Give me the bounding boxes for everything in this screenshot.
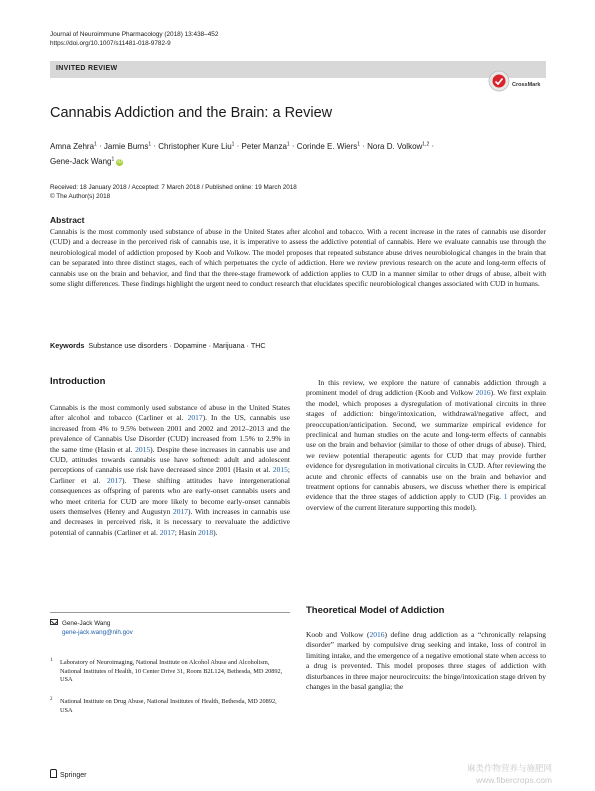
affiliation [50, 698, 290, 715]
article-type-bar [50, 61, 546, 78]
journal-header [50, 30, 218, 48]
author-list: Amna Zehra$^1$ · Jamie Burns$^1$ · Christopher Kure Liu$^1$ · Peter Manza$^1$ · Corinde E. Wiers$^1$ · Nora D. Volkow$^{1,2}$ · Gene-Jack Wang$^1$ iD [50, 141, 435, 166]
keywords-list: Substance use disorders · Dopamine · Marijuana · THC [88, 341, 266, 350]
figure-link[interactable]: 1 [503, 492, 508, 502]
citation-link[interactable]: 2017 [106, 475, 122, 485]
crossmark-label: CrossMark [512, 82, 541, 88]
citation-link[interactable]: 2018 [198, 527, 214, 537]
article-title: Cannabis Addiction and the Brain: a Review [50, 105, 333, 121]
affiliation [50, 659, 290, 685]
introduction-paragraph: Cannabis is the most commonly used substance of abuse in the United States after alcohol and tobacco (Carliner et al. 2017). In the US, cannabis use increased from 4% to 9.5% between 2001 and 2002 and 2012–2013 and the prevalence of Cannabis Use Disorder (CUD) increased from 1.5% to 2.9% in the same time (Hasin et al. 2015). Despite these increases in cannabis use and CUD, attitudes towards cannabis use have softened: adult and adolescent perceptions of cannabis use risk have decreased since 2001 (Hasin et al. 2015; Carliner et al. 2017). These shifting attitudes have intergenerational consequences as offspring of parents who are early-onset cannabis users and who meet criteria for CUD are more likely to become early-onset cannabis users themselves (Henry and Augustyn 2017). With increases in cannabis use and decreases in perceived risk, it is necessary to reevaluate the addictive potential of cannabis (Carliner et al. 2017; Hasin 2018). [50, 403, 290, 537]
envelope-icon [50, 619, 58, 625]
crossmark-icon [488, 70, 510, 92]
author-affiliation-marker: 1 [357, 141, 361, 147]
author-affiliation-marker: 1 [111, 156, 115, 163]
citation-link[interactable]: 2017 [187, 413, 203, 423]
author[interactable]: Amna Zehra$^1$ [50, 141, 97, 151]
watermark-url: www.fibercrops.com [475, 775, 553, 785]
correspondence-name: Gene-Jack Wang [62, 620, 111, 627]
citation-link[interactable]: 2016 [475, 388, 491, 398]
journal-doi[interactable]: https://doi.org/10.1007/s11481-018-9782-9 [50, 40, 171, 47]
author-affiliation-marker: 1 [148, 141, 152, 147]
correspondence [50, 619, 290, 637]
orcid-icon[interactable]: iD [117, 158, 123, 165]
citation-link[interactable]: 2015 [135, 444, 151, 454]
citation-link[interactable]: 2015 [272, 465, 288, 475]
affiliation-number: 1 [50, 658, 53, 663]
affiliation-number: 2 [50, 697, 53, 702]
abstract-text: Cannabis is the most commonly used substance of abuse in the United States after alcohol and tobacco. With a recent increase in the rates of cannabis use disorder (CUD) and a decrease in the perceived risk of cannabis use, it is imperative to assess the addictive potential of cannabis. Here we evaluate cannabis use through the neurobiological model of addiction proposed by Koob and Volkow. The model proposes that repeated substance abuse drives neurobiological changes in the brain that can be separated into three distinct stages, each of which perpetuates the cycle of addiction. Here we review previous research on the acute and long-term effects of cannabis use on the brain and behavior, and find that the three-stage framework of addiction applies to CUD in a manner similar to other drugs of abuse, albeit with some slight differences. These findings highlight the urgent need to conduct research that elucidates specific neurobiological changes associated with CUD in humans. [50, 227, 546, 289]
author[interactable]: Christopher Kure Liu$^1$ [158, 141, 235, 151]
author[interactable]: Jamie Burns$^1$ [103, 141, 152, 151]
author-affiliation-marker: 1 [231, 141, 235, 147]
affiliation-text: National Institute on Drug Abuse, National Institutes of Health, Bethesda, MD 20892, USA [60, 698, 277, 714]
citation-link[interactable]: 2017 [173, 507, 189, 517]
author-affiliation-marker: 1 [94, 141, 97, 147]
affiliation-text: Laboratory of Neuroimaging, National Institute on Alcohol Abuse and Alcoholism, National Institutes of Health, 10 Center Drive 31, Room B2L124, Bethesda, MD 20892, USA [60, 659, 283, 684]
copyright-line: © The Author(s) 2018 [50, 193, 111, 200]
author[interactable]: Peter Manza$^1$ [241, 141, 290, 151]
publisher-logo [50, 769, 86, 779]
theoretical-model-paragraph: Koob and Volkow (2016) define drug addiction as a “chronically relapsing disorder” marked by compulsive drug seeking and intake, loss of control in limiting intake, and the emergence of a negative emotional state when access to a drug is prevented. This model proposes three stages of addiction with disturbances in three major neurocircuits: the binge/intoxication stage driven by changes in the basal ganglia; the [306, 630, 546, 692]
keywords [50, 341, 546, 350]
author[interactable]: Nora D. Volkow$^{1,2}$ [367, 141, 430, 151]
keywords-label: Keywords [50, 341, 85, 350]
site-watermark [467, 762, 552, 786]
watermark-site-name: 麻类作物营养与施肥网 [467, 763, 553, 773]
publication-dates [50, 183, 297, 201]
history-dates: Received: 18 January 2018 / Accepted: 7 March 2018 / Published online: 19 March 2018 [50, 184, 297, 191]
footnote-divider [50, 612, 290, 613]
abstract-heading: Abstract [50, 215, 85, 225]
author[interactable]: Corinde E. Wiers$^1$ [296, 141, 361, 151]
article-type-label: INVITED REVIEW [56, 65, 118, 72]
author-affiliation-marker: 1,2 [422, 141, 430, 147]
author[interactable]: Gene-Jack Wang$^1$ [50, 156, 115, 166]
theoretical-model-heading: Theoretical Model of Addiction [306, 605, 445, 616]
review-overview-paragraph: In this review, we explore the nature of cannabis addiction through a prominent model of drug addiction (Koob and Volkow 2016). We first explain the model, which proposes a dysregulation of motivational circuits in three stages of addiction: binge/intoxication, withdrawal/negative affect, and preoccupation/anticipation. Second, we summarize empirical evidence for preclinical and human studies on the acute and long-term effects of cannabis use on the brain and behavior (similar to those of other drugs of abuse). Third, we review potential therapeutic agents for CUD that may provide further evidence for dysregulation in motivational circuits in CUD. After reviewing the acute and chronic effects of cannabis use on the brain and behavior and treatment options for cannabis abusers, we discuss whether there is empirical evidence that the three stages of addiction apply to CUD (Fig. 1 provides an overview of the current literature supporting this model). [306, 378, 547, 512]
introduction-heading: Introduction [50, 376, 106, 387]
springer-horse-icon [50, 769, 57, 778]
author-affiliation-marker: 1 [286, 141, 290, 147]
citation-link[interactable]: 2017 [159, 527, 175, 537]
publisher-name: Springer [60, 772, 87, 779]
journal-citation: Journal of Neuroimmune Pharmacology (2018) 13:438–452 [50, 31, 219, 38]
citation-link[interactable]: 2016 [369, 630, 385, 639]
correspondence-email[interactable]: gene-jack.wang@nih.gov [62, 629, 133, 636]
